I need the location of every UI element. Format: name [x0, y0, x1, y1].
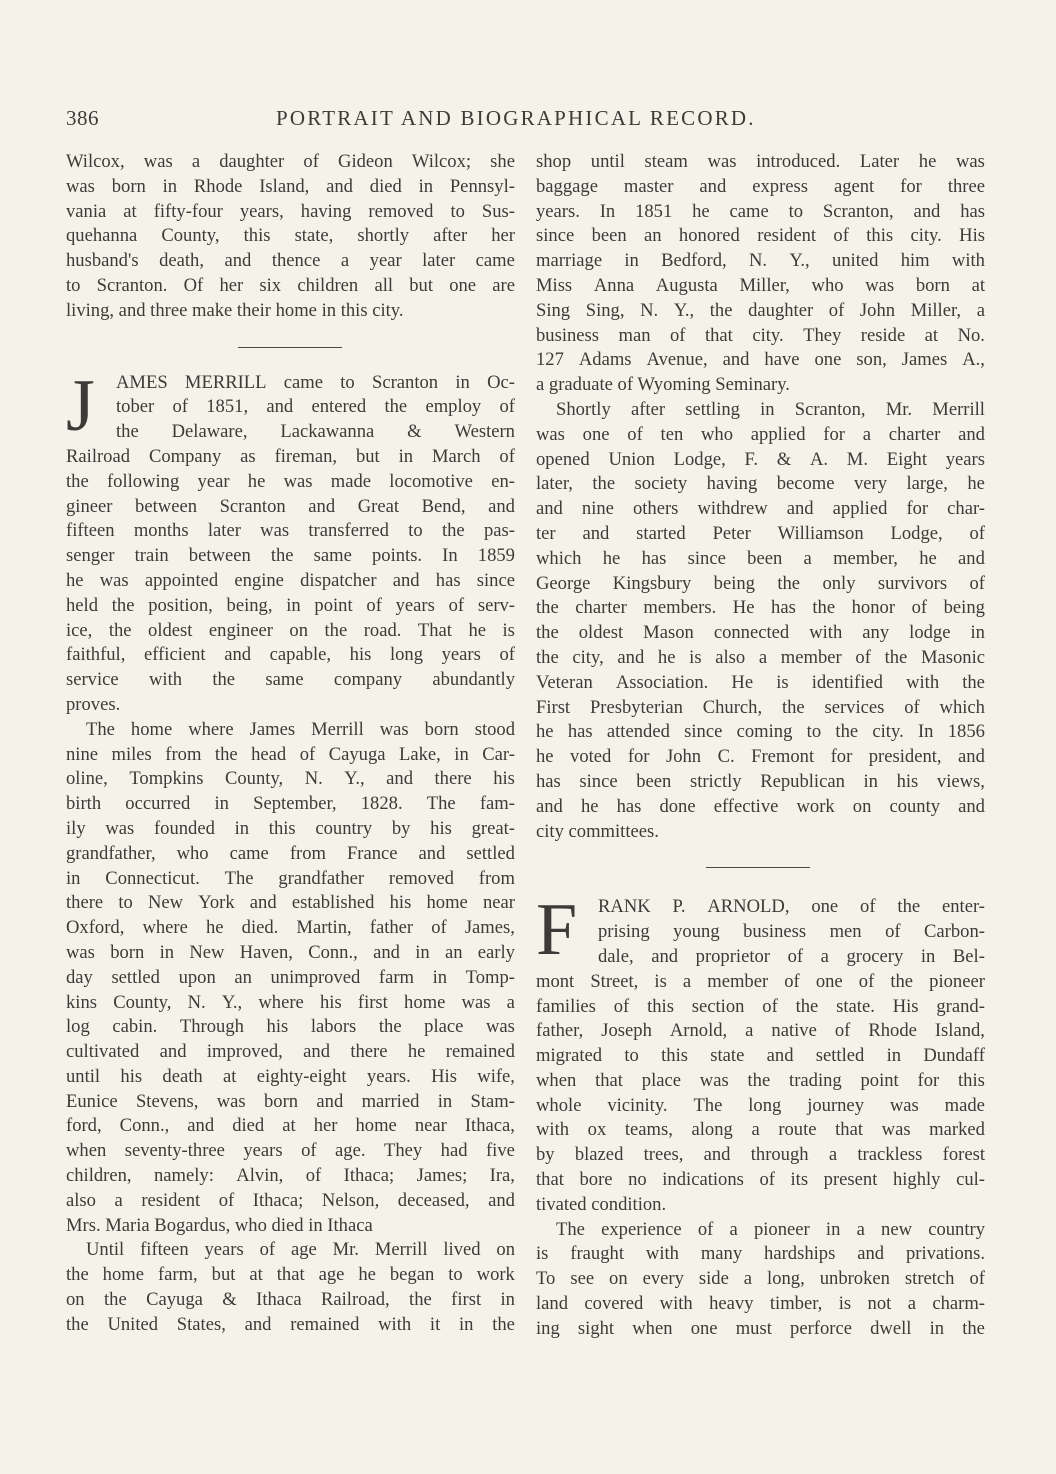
text-line: oline, Tompkins County, N. Y., and there his — [66, 768, 515, 790]
section-divider — [238, 347, 342, 348]
text-line: when that place was the trading point for this — [536, 1069, 985, 1091]
paragraph-merrill-early-work — [66, 1238, 515, 1337]
text-line: grandfather, who came from France and settled — [66, 842, 515, 864]
text-line: migrated to this state and settled in Dundaff — [536, 1045, 985, 1067]
page-header — [66, 106, 986, 136]
text-line: husband's death, and thence a year later came — [66, 250, 515, 272]
text-line: The experience of a pioneer in a new country — [556, 1218, 985, 1240]
text-line: he has attended since coming to the city. In 1856 — [536, 721, 985, 743]
text-line: living, and three make their home in this city. — [66, 299, 404, 321]
text-line: Until fifteen years of age Mr. Merrill lived on — [86, 1239, 515, 1261]
text-line: and he has done effective work on county and — [536, 795, 985, 817]
text-line: the city, and he is also a member of the Masonic — [536, 646, 985, 668]
text-line: the oldest Mason connected with any lodge in — [536, 622, 985, 644]
text-line: children, namely: Alvin, of Ithaca; James; Ira, — [66, 1165, 515, 1187]
text-line: the home farm, but at that age he began to work — [66, 1264, 515, 1286]
text-line: proves. — [66, 693, 121, 715]
text-line: tivated condition. — [536, 1193, 667, 1215]
text-line: day settled upon an unimproved farm in Tomp- — [66, 966, 515, 988]
text-line: kins County, N. Y., where his first home was a — [66, 991, 515, 1013]
text-line: has since been strictly Republican in his views, — [536, 770, 985, 792]
text-line: in Connecticut. The grandfather removed from — [66, 867, 515, 889]
text-line: years. In 1851 he came to Scranton, and has — [536, 200, 985, 222]
text-line: city committees. — [536, 820, 659, 842]
left-column — [66, 150, 515, 1338]
text-line: a graduate of Wyoming Seminary. — [536, 374, 790, 396]
drop-cap-lines — [66, 364, 515, 447]
text-line: nine miles from the head of Cayuga Lake, in Car- — [66, 743, 515, 765]
text-line: RANK P. ARNOLD, one of the enter- — [598, 896, 985, 918]
text-line: ing sight when one must perforce dwell in the — [536, 1317, 985, 1339]
text-line: First Presbyterian Church, the services of which — [536, 696, 985, 718]
text-line: he was appointed engine dispatcher and has since — [66, 569, 515, 591]
text-line: mont Street, is a member of one of the pioneer — [536, 970, 985, 992]
text-line: held the position, being, in point of years of serv- — [66, 594, 515, 616]
text-line: AMES MERRILL came to Scranton in Oc- — [116, 371, 515, 393]
text-line: is fraught with many hardships and privations. — [536, 1243, 985, 1265]
paragraph-james-merrill-body — [66, 445, 515, 718]
text-line: also a resident of Ithaca; Nelson, deceased, and — [66, 1189, 515, 1211]
text-line: birth occurred in September, 1828. The fam- — [66, 793, 515, 815]
text-line: business man of that city. They reside at No. — [536, 324, 985, 346]
text-line: since been an honored resident of this city. His — [536, 225, 985, 247]
text-line: by blazed trees, and through a trackless forest — [536, 1144, 985, 1166]
text-line: Sing Sing, N. Y., the daughter of John Miller, a — [536, 299, 985, 321]
page-number: 386 — [66, 106, 99, 130]
text-line: service with the same company abundantly — [66, 669, 515, 691]
text-line: ter and started Peter Williamson Lodge, of — [536, 522, 985, 544]
text-line: Wilcox, was a daughter of Gideon Wilcox; she — [66, 151, 515, 172]
text-line: George Kingsbury being the only survivors of — [536, 572, 985, 594]
text-line: ily was founded in this country by his great- — [66, 817, 515, 839]
text-line: baggage master and express agent for three — [536, 175, 985, 197]
drop-cap-f: F — [536, 889, 578, 972]
text-line: the following year he was made locomotive en- — [66, 470, 515, 492]
text-line: prising young business men of Carbon- — [598, 921, 985, 943]
running-title: PORTRAIT AND BIOGRAPHICAL RECORD. — [276, 106, 756, 130]
text-line: Veteran Association. He is identified with the — [536, 671, 985, 693]
text-line: to Scranton. Of her six children all but one are — [66, 274, 515, 296]
text-line: later, the society having become very large, he — [536, 473, 985, 495]
drop-cap-lines — [536, 889, 985, 972]
text-line: ice, the oldest engineer on the road. That he is — [66, 619, 515, 641]
text-line: father, Joseph Arnold, a native of Rhode Island, — [536, 1020, 985, 1042]
drop-cap-j: J — [66, 364, 95, 447]
text-line: he voted for John C. Fremont for president, and — [536, 746, 985, 768]
section-divider — [706, 867, 810, 868]
right-column — [536, 150, 985, 1342]
text-line: that bore no indications of its present highly cul- — [536, 1169, 985, 1191]
paragraph-james-merrill-opening — [66, 364, 515, 718]
text-line: whole vicinity. The long journey was made — [536, 1094, 985, 1116]
text-line: 127 Adams Avenue, and have one son, James A., — [536, 349, 985, 371]
paragraph-frank-arnold-opening — [536, 889, 985, 1217]
text-line: shop until steam was introduced. Later he was — [536, 151, 985, 172]
text-line: the charter members. He has the honor of being — [536, 597, 985, 619]
text-line: senger train between the same points. In 1859 — [66, 545, 515, 567]
paragraph-merrill-continuation — [536, 150, 985, 398]
text-line: on the Cayuga & Ithaca Railroad, the first in — [66, 1289, 515, 1311]
text-line: opened Union Lodge, F. & A. M. Eight years — [536, 448, 985, 470]
text-line: Miss Anna Augusta Miller, who was born at — [536, 274, 985, 296]
text-line: tober of 1851, and entered the employ of — [116, 396, 515, 418]
text-line: gineer between Scranton and Great Bend, and — [66, 495, 515, 517]
paragraph-frank-arnold-body — [536, 970, 985, 1218]
text-line: dale, and proprietor of a grocery in Bel- — [598, 945, 985, 967]
text-line: which he has since been a member, he and — [536, 547, 985, 569]
text-line: faithful, efficient and capable, his long years of — [66, 644, 515, 666]
text-line: vania at fifty-four years, having removed to Sus- — [66, 200, 515, 222]
text-line: and nine others withdrew and applied for char- — [536, 498, 985, 520]
text-line: Oxford, where he died. Martin, father of James, — [66, 917, 515, 939]
paragraph-pioneer-experience — [536, 1218, 985, 1342]
text-line: when seventy-three years of age. They had five — [66, 1140, 515, 1162]
text-line: until his death at eighty-eight years. His wife, — [66, 1065, 515, 1087]
text-line: was born in Rhode Island, and died in Pennsyl- — [66, 175, 515, 197]
text-line: Eunice Stevens, was born and married in Stam- — [66, 1090, 515, 1112]
text-line: was one of ten who applied for a charter and — [536, 423, 985, 445]
text-line: ford, Conn., and died at her home near Ithaca, — [66, 1115, 515, 1137]
text-line: log cabin. Through his labors the place was — [66, 1016, 515, 1038]
text-line: there to New York and established his home near — [66, 892, 515, 914]
text-line: The home where James Merrill was born stood — [86, 718, 515, 740]
text-line: Railroad Company as fireman, but in March of — [66, 445, 515, 467]
text-line: To see on every side a long, unbroken stretch of — [536, 1268, 985, 1290]
paragraph-merrill-birthplace — [66, 718, 515, 1239]
text-line: Shortly after settling in Scranton, Mr. Merrill — [556, 398, 985, 420]
text-line: families of this section of the state. His grand- — [536, 995, 985, 1017]
text-line: fifteen months later was transferred to the pas- — [66, 520, 515, 542]
text-line: was born in New Haven, Conn., and in an early — [66, 941, 515, 963]
text-line: Mrs. Maria Bogardus, who died in Ithaca — [66, 1214, 373, 1236]
text-line: marriage in Bedford, N. Y., united him with — [536, 250, 985, 272]
text-line: cultivated and improved, and there he remained — [66, 1041, 515, 1063]
text-line: the United States, and remained with it in the — [66, 1313, 515, 1335]
text-line: with ox teams, along a route that was marked — [536, 1119, 985, 1141]
text-line: the Delaware, Lackawanna & Western — [116, 421, 515, 443]
paragraph-wilcox-continuation — [66, 150, 515, 324]
text-line: quehanna County, this state, shortly after her — [66, 225, 515, 247]
paragraph-merrill-masonic — [536, 398, 985, 844]
text-line: land covered with heavy timber, is not a charm- — [536, 1293, 985, 1315]
